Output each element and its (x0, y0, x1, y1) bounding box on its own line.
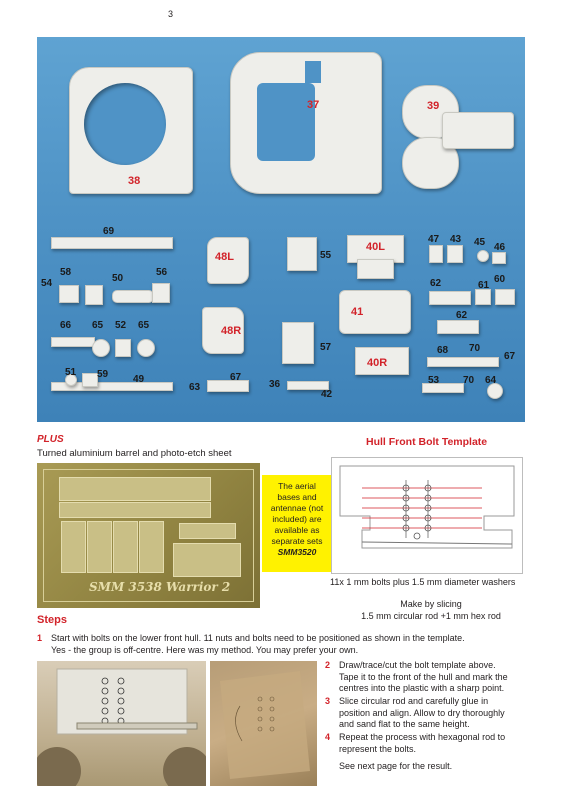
label-60: 60 (494, 274, 506, 285)
part-60 (495, 289, 515, 305)
bolt-template-drawing (332, 458, 522, 573)
step-3-text-2: position and align. Allow to dry thoroughly (339, 707, 505, 718)
bolt-template (331, 457, 523, 574)
step-4 (325, 732, 535, 755)
part-45 (477, 250, 489, 262)
part-39-bracket (442, 112, 514, 149)
label-38: 38 (128, 175, 141, 187)
page-header (0, 0, 564, 30)
part-43 (447, 245, 463, 263)
slice-line-1: Make by slicing (400, 599, 462, 609)
label-36: 36 (269, 379, 281, 390)
label-43: 43 (450, 234, 462, 245)
label-67: 67 (504, 351, 516, 362)
etch-plate-8 (173, 543, 241, 577)
part-62b (437, 320, 479, 334)
label-59: 59 (97, 369, 109, 380)
label-62: 62 (430, 278, 442, 289)
step-4-text: Repeat the process with hexagonal rod to (339, 732, 506, 742)
label-70: 70 (469, 343, 481, 354)
hull-photo-left (37, 661, 206, 786)
steps-heading: Steps (37, 614, 67, 626)
plus-caption: Turned aluminium barrel and photo-etch sheet (37, 448, 232, 459)
etch-sheet-text: SMM 3538 Warrior 2 (89, 580, 231, 594)
label-48R: 48R (221, 325, 242, 337)
label-53: 53 (428, 375, 440, 386)
step-3-number: 3 (325, 696, 331, 706)
label-41: 41 (351, 306, 364, 318)
label-57: 57 (320, 342, 332, 353)
part-54 (59, 285, 79, 303)
etch-plate-7 (179, 523, 236, 539)
label-65: 65 (92, 320, 104, 331)
hull-photo-right (210, 661, 317, 786)
part-65b (137, 339, 155, 357)
photo-etch-sheet (37, 463, 260, 608)
page-number: 3 (168, 9, 174, 19)
part-38-hole (84, 83, 166, 165)
label-50: 50 (112, 273, 124, 284)
step-1 (37, 633, 537, 656)
plus-heading: PLUS (37, 434, 64, 445)
step-4-text-2: represent the bolts. (339, 743, 417, 754)
label-45: 45 (474, 237, 486, 248)
part-63 (207, 380, 249, 392)
slice-line-2: 1.5 mm circular rod +1 mm hex rod (361, 611, 501, 621)
step-1-text-2: Yes - the group is off-centre. Here was my method. You may prefer your own. (51, 644, 359, 655)
notice-code: SMM3520 (277, 547, 317, 557)
step-2-text-2: Tape it to the front of the hull and mark the (339, 671, 508, 682)
part-57 (282, 322, 314, 364)
label-62b: 62 (456, 310, 468, 321)
label-40L: 40L (366, 241, 385, 253)
label-70b: 70 (463, 375, 475, 386)
label-65b: 65 (138, 320, 150, 331)
label-67b: 67 (230, 372, 242, 383)
label-54: 54 (41, 278, 53, 289)
part-69 (51, 237, 173, 249)
part-37-opening (257, 83, 315, 161)
step-3-text: Slice circular rod and carefully glue in (339, 696, 489, 706)
etch-plate-3 (61, 521, 86, 573)
step-3 (325, 696, 535, 731)
step-1-text: Start with bolts on the lower front hull. 11 nuts and bolts need to be positioned as shown in the template. (51, 633, 465, 643)
hull-photo-right-drawing (210, 661, 317, 786)
part-46 (492, 252, 506, 264)
part-65 (92, 339, 110, 357)
part-68 (427, 357, 499, 367)
label-61: 61 (478, 280, 490, 291)
label-42: 42 (321, 389, 333, 400)
template-description: 11x 1 mm bolts plus 1.5 mm diameter washers (330, 577, 516, 587)
slice-instructions (336, 598, 526, 622)
label-52: 52 (115, 320, 127, 331)
label-66: 66 (60, 320, 72, 331)
notice-line-2: bases and (277, 492, 317, 502)
etch-plate-1 (59, 477, 211, 501)
notice-box (262, 475, 332, 572)
etch-plate-6 (139, 521, 164, 573)
part-62 (429, 291, 471, 305)
step-2 (325, 660, 535, 695)
label-56: 56 (156, 267, 168, 278)
label-47: 47 (428, 234, 440, 245)
part-40L-body (357, 259, 394, 279)
notice-line-5: available as (274, 525, 320, 535)
step-2-number: 2 (325, 660, 331, 670)
part-47 (429, 245, 443, 263)
label-64: 64 (485, 375, 497, 386)
part-59 (82, 373, 98, 387)
etch-plate-4 (87, 521, 112, 573)
part-41 (339, 290, 411, 334)
label-46: 46 (494, 242, 506, 253)
part-55 (287, 237, 317, 271)
label-51: 51 (65, 367, 77, 378)
part-52 (115, 339, 131, 357)
step-1-number: 1 (37, 633, 43, 643)
etch-plate-2 (59, 502, 211, 518)
etch-plate-5 (113, 521, 138, 573)
notice-line-4: included) are (272, 514, 322, 524)
label-68: 68 (437, 345, 449, 356)
label-48L: 48L (215, 251, 234, 263)
template-title: Hull Front Bolt Template (366, 436, 488, 448)
notice-line-6: separate sets (271, 536, 323, 546)
part-37-slot (305, 61, 321, 83)
label-63: 63 (189, 382, 201, 393)
see-next-page: See next page for the result. (339, 761, 453, 771)
step-3-text-3: and sand flat to the same height. (339, 719, 470, 729)
notice-line-1: The aerial (278, 481, 316, 491)
part-66 (51, 337, 95, 347)
label-49: 49 (133, 374, 145, 385)
label-40R: 40R (367, 357, 388, 369)
parts-photo (37, 37, 525, 422)
part-58 (85, 285, 103, 305)
step-2-text-3: centres into the plastic with a sharp point. (339, 683, 505, 693)
label-37: 37 (307, 99, 320, 111)
label-69: 69 (103, 226, 115, 237)
label-58: 58 (60, 267, 72, 278)
notice-line-3: antennae (not (270, 503, 324, 513)
part-37 (230, 52, 382, 194)
hull-photo-drawing (37, 661, 206, 786)
part-56 (152, 283, 170, 303)
step-4-number: 4 (325, 732, 331, 742)
step-2-text: Draw/trace/cut the bolt template above. (339, 660, 496, 670)
label-55: 55 (320, 250, 332, 261)
part-61 (475, 289, 491, 305)
label-39: 39 (427, 100, 440, 112)
part-50 (112, 290, 154, 303)
